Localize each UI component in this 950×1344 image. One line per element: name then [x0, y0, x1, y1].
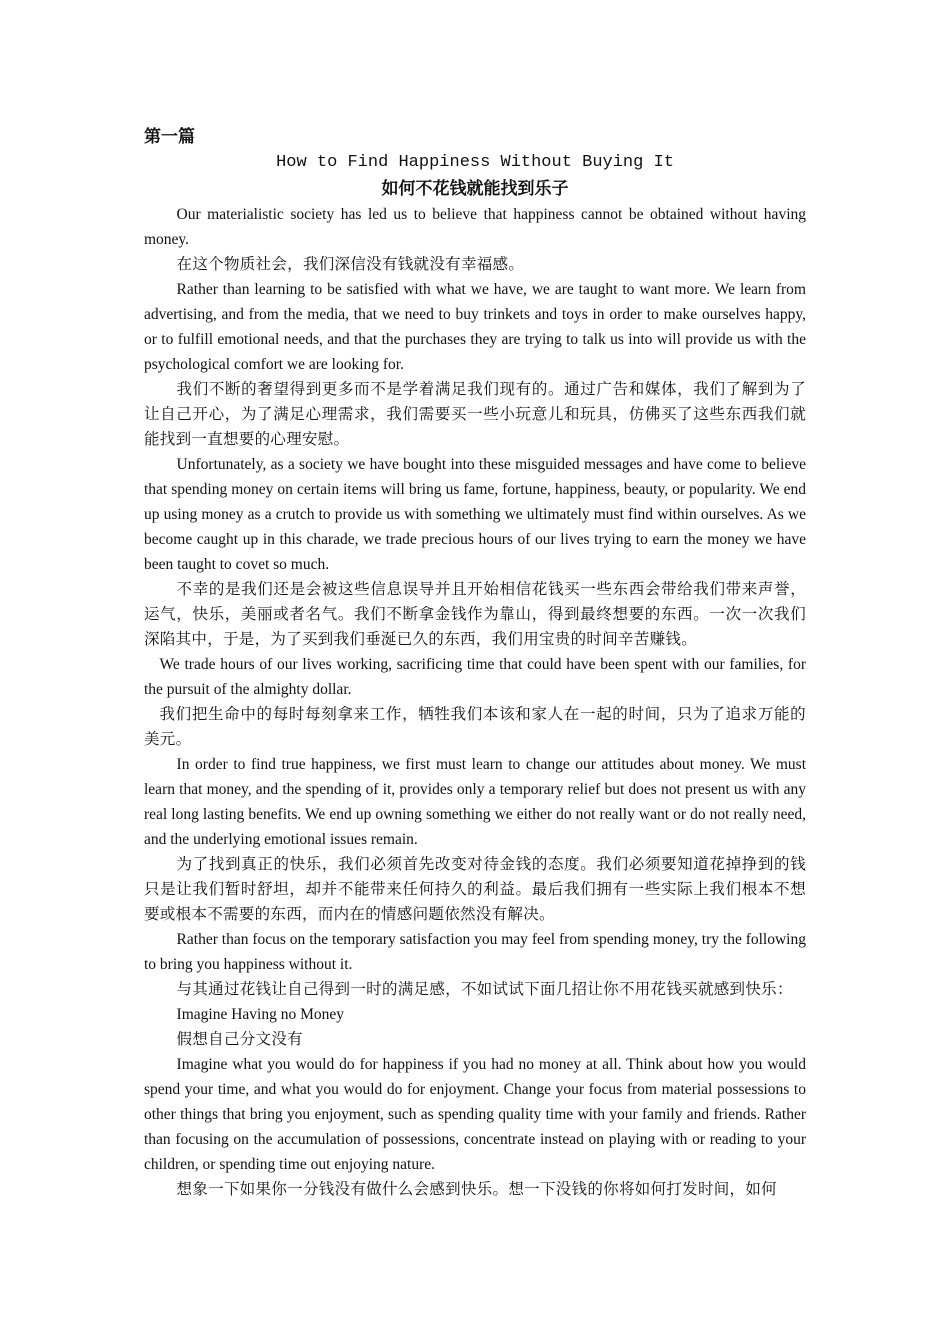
paragraph-en-5: In order to find true happiness, we first must learn to change our attitudes about money. We must learn that money, and the spending of it, provides only a temporary relief but does not present us with any real long lasting benefits. We end up owning something we either do not really want or do not really need, and the underlying emotional issues remain. — [144, 756, 806, 848]
paragraph-zh-1: 在这个物质社会，我们深信没有钱就没有幸福感。 — [176, 256, 525, 273]
paragraph-en-3: Unfortunately, as a society we have bought into these misguided messages and have come to believe that spending money on certain items will bring us fame, fortune, happiness, beauty, or popularity. We end up using money as a crutch to provide us with something we ultimately must find within ourselves. As we become caught up in this charade, we trade precious hours of our lives trying to earn the money we have been taught to covet so much. — [144, 456, 806, 573]
subheading-en: Imagine Having no Money — [176, 1006, 344, 1023]
paragraph-en-4: We trade hours of our lives working, sacrificing time that could have been spent with our families, for the pursuit of the almighty dollar. — [144, 656, 806, 698]
section-label: 第一篇 — [144, 127, 195, 146]
paragraph-en-6: Rather than focus on the temporary satisfaction you may feel from spending money, try the following to bring you happiness without it. — [144, 931, 806, 973]
title-english: How to Find Happiness Without Buying It — [276, 153, 674, 172]
paragraph-zh-5: 为了找到真正的快乐，我们必须首先改变对待金钱的态度。我们必须要知道花掉挣到的钱只是让我们暂时舒坦，却并不能带来任何持久的利益。最后我们拥有一些实际上我们根本不想要或根本不需要的东西，而内在的情感问题依然没有解决。 — [144, 856, 806, 923]
paragraph-zh-3: 不幸的是我们还是会被这些信息误导并且开始相信花钱买一些东西会带给我们带来声誉，运气，快乐，美丽或者名气。我们不断拿金钱作为靠山，得到最终想要的东西。一次一次我们深陷其中，于是，为了买到我们垂涎已久的东西，我们用宝贵的时间辛苦赚钱。 — [144, 581, 806, 648]
paragraph-zh-2: 我们不断的奢望得到更多而不是学着满足我们现有的。通过广告和媒体，我们了解到为了让自己开心，为了满足心理需求，我们需要买一些小玩意儿和玩具，仿佛买了这些东西我们就能找到一直想要的心理安慰。 — [144, 381, 806, 448]
paragraph-zh-7: 想象一下如果你一分钱没有做什么会感到快乐。想一下没钱的你将如何打发时间，如何 — [176, 1181, 777, 1198]
paragraph-zh-6: 与其通过花钱让自己得到一时的满足感，不如试试下面几招让你不用花钱买就感到快乐： — [176, 981, 793, 998]
paragraph-en-7: Imagine what you would do for happiness if you had no money at all. Think about how you would spend your time, and what you would do for enjoyment. Change your focus from material possessions to other things that bring you enjoyment, such as spending quality time with your family and friends. Rather than focusing on the accumulation of possessions, concentrate instead on playing with or reading to your children, or spending time out enjoying nature. — [144, 1056, 806, 1173]
paragraph-en-2: Rather than learning to be satisfied with what we have, we are taught to want more. We learn from advertising, and from the media, that we need to buy trinkets and toys in order to make ourselves happy, or to fulfill emotional needs, and that the purchases they are trying to talk us into will provide us with the psychological comfort we are looking for. — [144, 281, 806, 373]
subheading-zh: 假想自己分文没有 — [176, 1031, 303, 1048]
title-chinese: 如何不花钱就能找到乐子 — [381, 179, 569, 198]
paragraph-en-1: Our materialistic society has led us to believe that happiness cannot be obtained without having money. — [144, 206, 806, 248]
paragraph-zh-4: 我们把生命中的每时每刻拿来工作，牺牲我们本该和家人在一起的时间，只为了追求万能的美元。 — [144, 706, 806, 748]
document-page — [144, 124, 806, 1202]
